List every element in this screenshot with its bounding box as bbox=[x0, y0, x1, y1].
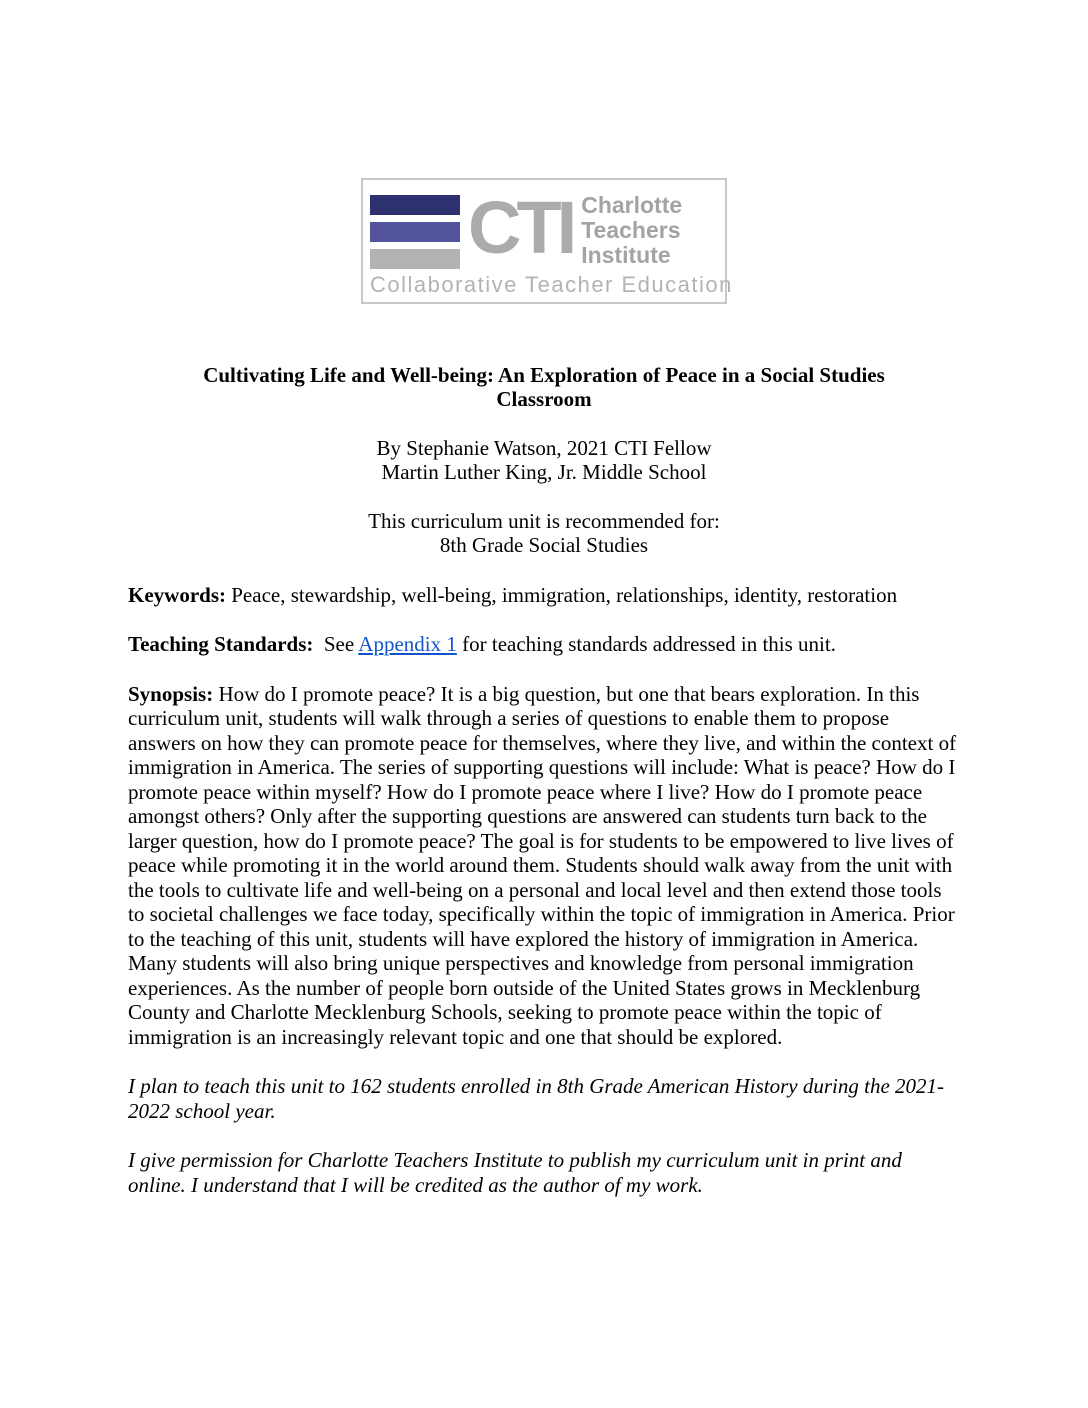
teaching-standards-pre-link: See bbox=[313, 632, 359, 656]
page-title: Cultivating Life and Well-being: An Exploration of Peace in a Social Studies Classroom bbox=[203, 362, 885, 411]
teaching-standards-post-link: for teaching standards addressed in this unit. bbox=[456, 632, 836, 656]
logo-bars-icon bbox=[370, 195, 460, 269]
keywords-label: Keywords: bbox=[128, 582, 226, 607]
permission-note: I give permission for Charlotte Teachers Institute to publish my curriculum unit in print and online. I understand that I will be credited as the author of my work. bbox=[128, 1148, 908, 1197]
byline bbox=[128, 436, 960, 485]
recommendation-grade: 8th Grade Social Studies bbox=[439, 533, 649, 557]
logo-bar-navy bbox=[370, 195, 460, 215]
logo-bar-gray bbox=[370, 249, 460, 269]
synopsis-label: Synopsis: bbox=[128, 681, 214, 706]
synopsis-text: How do I promote peace? It is a big question, but one that bears exploration. In this curriculum unit, students will walk through a series of questions to enable them to propose answers on how they can promote peace for themselves, where they live, and within the context of immigration in America. The series of supporting questions will include: What is peace? How do I promote peace within myself? How do I promote peace where I live? How do I promote peace amongst others? Only after the supporting questions are answered can students turn back to the larger question, how do I promote peace? The goal is for students to be empowered to live lives of peace while promoting it in the world around them. Students should walk away from the unit with the tools to cultivate life and well-being on a personal and local level and then extend those tools to societal challenges we face today, specifically within the topic of immigration in America. Prior to the teaching of this unit, students will have explored the history of immigration in America. Many students will also bring unique perspectives and knowledge from personal immigration experiences. As the number of people born outside of the United States grows in Mecklenburg County and Charlotte Mecklenburg Schools, seeking to promote peace within the topic of immigration is an increasingly relevant topic and one that should be explored. bbox=[128, 681, 962, 1049]
cti-logo-top-row bbox=[370, 186, 718, 269]
cti-logo bbox=[361, 178, 733, 304]
keywords-text: Peace, stewardship, well-being, immigration, relationships, identity, restoration bbox=[226, 582, 898, 607]
document-content bbox=[128, 363, 960, 1198]
logo-tagline: Collaborative Teacher Education bbox=[370, 272, 733, 297]
logo-org-line-3: Institute bbox=[581, 242, 671, 268]
recommendation-intro: This curriculum unit is recommended for: bbox=[368, 508, 720, 533]
logo-bar-purple bbox=[370, 222, 460, 242]
byline-author: By Stephanie Watson, 2021 CTI Fellow bbox=[376, 435, 712, 460]
logo-org-line-1: Charlotte bbox=[581, 192, 683, 218]
teaching-plan-note: I plan to teach this unit to 162 students enrolled in 8th Grade American History during the 2021-2022 school year. bbox=[128, 1074, 945, 1123]
teaching-standards-line bbox=[128, 632, 960, 657]
synopsis-paragraph bbox=[128, 682, 960, 1050]
keywords-line bbox=[128, 583, 960, 608]
byline-school: Martin Luther King, Jr. Middle School bbox=[381, 460, 707, 484]
logo-org-line-2: Teachers bbox=[581, 217, 681, 243]
logo-org-name bbox=[581, 193, 682, 268]
logo-acronym: CTI bbox=[468, 186, 573, 269]
appendix-1-link[interactable]: Appendix 1 bbox=[358, 632, 457, 656]
teaching-standards-label: Teaching Standards: bbox=[128, 632, 314, 656]
recommendation bbox=[128, 509, 960, 558]
